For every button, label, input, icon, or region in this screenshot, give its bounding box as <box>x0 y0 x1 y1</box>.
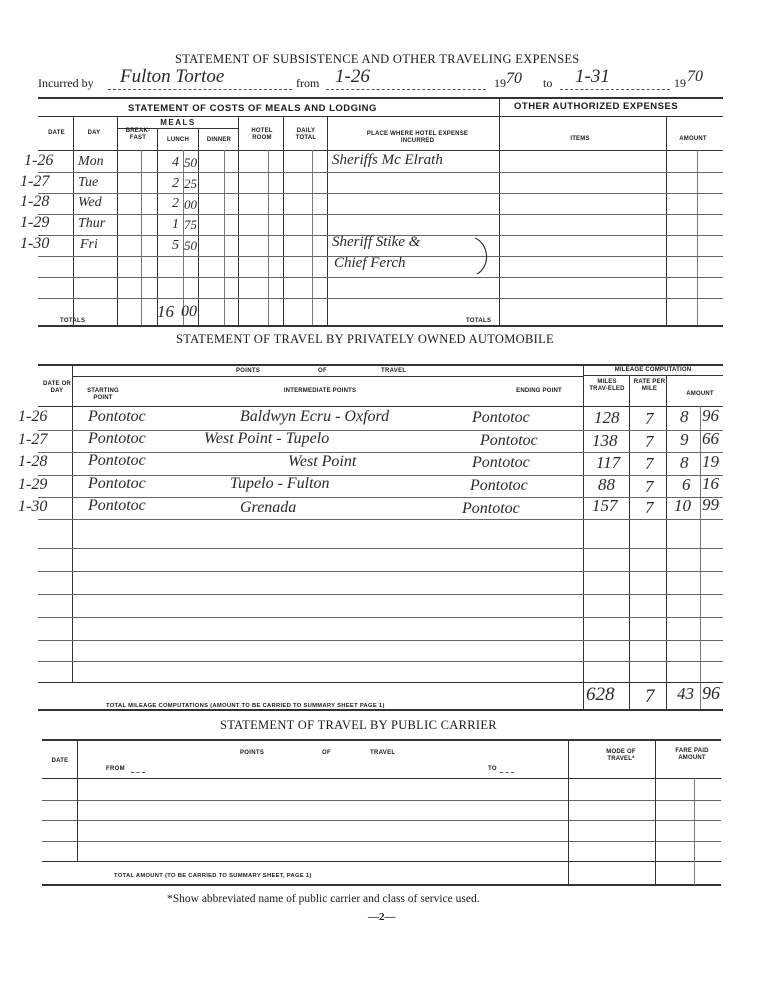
auto-col-start: STARTING POINT <box>87 388 119 401</box>
col-breakfast: BREAK-FAST <box>125 128 151 141</box>
incurred-by-name: Fulton Tortoe <box>120 66 225 87</box>
auto-rate: 7 <box>645 498 654 517</box>
auto-intermediate: Tupelo - Fulton <box>230 475 330 492</box>
auto-col-date: DATE OR DAY <box>43 381 71 394</box>
auto-amt-dollars: 9 <box>680 430 689 449</box>
meal-day: Mon <box>78 154 104 169</box>
auto-rows-bottom <box>38 682 723 683</box>
meal-date: 1-29 <box>20 214 50 231</box>
hotel-place: Sheriff Stike & <box>332 234 421 250</box>
auto-date: 1-27 <box>18 431 48 448</box>
auto-row-rule <box>38 519 723 520</box>
v-items <box>666 116 667 326</box>
carrier-section-title: STATEMENT OF TRAVEL BY PUBLIC CARRIER <box>220 718 497 732</box>
auto-section-title: STATEMENT OF TRAVEL BY PRIVATELY OWNED AUTOMOBILE <box>176 332 554 346</box>
meals-top-border <box>38 97 723 99</box>
auto-miles: 88 <box>598 475 615 494</box>
auto-total-amt-dollars: 43 <box>677 684 694 703</box>
col-day: DAY <box>87 130 101 136</box>
col-place: PLACE WHERE HOTEL EXPENSE INCURRED <box>366 131 469 144</box>
auto-col-end: ENDING POINT <box>516 388 562 394</box>
auto-intermediate: West Point <box>288 453 357 470</box>
meal-date: 1-27 <box>20 173 50 190</box>
auto-top-border <box>38 364 723 366</box>
meals-row-rule <box>38 172 723 173</box>
auto-v-end <box>583 364 584 709</box>
carrier-v-points <box>568 739 569 885</box>
meals-bottom-border <box>38 325 723 327</box>
carrier-points-word: POINTS <box>240 750 265 756</box>
incurred-by-label: Incurred by <box>38 76 94 90</box>
col-lunch: LUNCH <box>167 137 189 143</box>
carrier-row-rule <box>42 820 721 821</box>
lunch-dollars: 1 <box>172 217 179 232</box>
auto-date: 1-30 <box>18 498 48 515</box>
to-year: 70 <box>687 68 703 85</box>
v-hotel <box>283 116 284 326</box>
auto-end: Pontotoc <box>472 409 530 426</box>
auto-row-rule <box>38 617 723 618</box>
carrier-total-label: TOTAL AMOUNT (TO BE CARRIED TO SUMMARY SHEET, PAGE 1) <box>114 873 312 879</box>
carrier-top-border <box>42 739 721 741</box>
auto-total-miles: 628 <box>586 684 615 705</box>
v-dinner <box>238 116 239 326</box>
auto-points-rule <box>73 376 583 377</box>
auto-intermediate: Baldwyn Ecru - Oxford <box>240 408 390 425</box>
lunch-dollars: 4 <box>172 155 179 170</box>
meals-row-rule <box>38 277 723 278</box>
carrier-v-mode <box>655 739 656 885</box>
lunch-dollars: 2 <box>172 196 179 211</box>
to-date: 1-31 <box>575 66 610 87</box>
meals-row-rule <box>38 298 723 299</box>
auto-header-bottom <box>38 406 723 407</box>
from-year: 70 <box>506 70 522 87</box>
auto-amt-cents: 99 <box>702 495 719 514</box>
other-totals-label: TOTALS <box>466 318 492 324</box>
meal-date: 1-28 <box>20 193 50 210</box>
auto-row-rule <box>38 640 723 641</box>
col-hotel: HOTEL ROOM <box>251 128 273 141</box>
auto-total-rate: 7 <box>645 686 655 707</box>
auto-row-rule <box>38 548 723 549</box>
auto-miles: 128 <box>594 408 620 427</box>
carrier-v-fare-c <box>694 778 695 885</box>
page-title: STATEMENT OF SUBSISTENCE AND OTHER TRAVELING EXPENSES <box>175 52 580 66</box>
auto-rate: 7 <box>645 432 654 451</box>
meal-day: Thur <box>78 216 106 231</box>
to-label: to <box>543 76 553 90</box>
lunch-dollars: 5 <box>172 238 179 253</box>
col-amount: AMOUNT <box>679 136 707 142</box>
col-date: DATE <box>48 130 65 136</box>
carrier-v-date <box>77 739 78 861</box>
col-daily: DAILY TOTAL <box>295 128 317 141</box>
carrier-rows-bottom <box>42 861 721 862</box>
from-line <box>326 89 486 90</box>
v-lunch <box>198 128 199 326</box>
auto-start: Pontotoc <box>88 408 146 425</box>
v-bkfst <box>157 128 158 326</box>
auto-amt-cents: 96 <box>702 406 719 425</box>
v-place <box>499 97 500 326</box>
from-date: 1-26 <box>335 66 370 87</box>
auto-rate: 7 <box>645 477 654 496</box>
carrier-col-date: DATE <box>51 758 69 764</box>
auto-miles: 138 <box>592 431 618 450</box>
total-lunch-cents: 00 <box>181 303 197 320</box>
auto-mileage-header: MILEAGE COMPUTATION <box>614 367 692 373</box>
from-year-prefix: 19 <box>494 76 506 90</box>
to-year-prefix: 19 <box>674 76 686 90</box>
lunch-cents: 50 <box>184 155 197 170</box>
auto-start: Pontotoc <box>88 497 146 514</box>
meal-date: 1-30 <box>20 235 50 252</box>
auto-total-label: TOTAL MILEAGE COMPUTATIONS (AMOUNT TO BE CARRIED TO SUMMARY SHEET PAGE 1) <box>106 703 385 709</box>
auto-bottom-border <box>38 709 723 711</box>
auto-end: Pontotoc <box>472 454 530 471</box>
auto-start: Pontotoc <box>88 452 146 469</box>
auto-rate: 7 <box>645 454 654 473</box>
meals-group-header: MEALS <box>160 118 196 127</box>
auto-intermediate: Grenada <box>240 499 297 516</box>
auto-v-date <box>72 364 73 682</box>
auto-amt-dollars: 6 <box>682 475 691 494</box>
auto-start: Pontotoc <box>88 430 146 447</box>
auto-end: Pontotoc <box>462 500 520 517</box>
auto-start: Pontotoc <box>88 475 146 492</box>
carrier-row-rule <box>42 841 721 842</box>
auto-date: 1-29 <box>18 476 48 493</box>
footnote: *Show abbreviated name of public carrier and class of service used. <box>167 893 480 905</box>
lunch-cents: 00 <box>184 197 197 212</box>
auto-date: 1-28 <box>18 453 48 470</box>
lunch-dollars: 2 <box>172 176 179 191</box>
meal-day: Fri <box>80 237 98 252</box>
carrier-col-to: TO <box>488 766 497 772</box>
v-daily <box>327 116 328 326</box>
carrier-from-line <box>131 772 145 773</box>
auto-miles: 157 <box>592 496 618 515</box>
carrier-row-rule <box>42 800 721 801</box>
meal-day: Tue <box>78 175 99 190</box>
meal-day: Wed <box>78 195 102 210</box>
auto-v-miles <box>629 375 630 709</box>
carrier-col-from: FROM <box>106 766 125 772</box>
auto-amt-cents: 16 <box>702 474 719 493</box>
auto-col-miles: MILES TRAV-ELED <box>589 379 625 392</box>
auto-miles: 117 <box>596 453 621 472</box>
auto-col-intermediate: INTERMEDIATE POINTS <box>283 388 357 394</box>
other-expenses-title: OTHER AUTHORIZED EXPENSES <box>514 101 679 112</box>
v-date <box>73 116 74 326</box>
bracket-mark <box>455 236 495 278</box>
col-items: ITEMS <box>570 136 590 142</box>
auto-end: Pontotoc <box>470 477 528 494</box>
carrier-of-word: OF <box>322 750 331 756</box>
auto-points-word: POINTS <box>236 368 261 374</box>
auto-row-rule <box>38 571 723 572</box>
meals-section-header-rule <box>38 116 723 117</box>
carrier-bottom-border <box>42 884 721 886</box>
auto-row-rule <box>38 594 723 595</box>
meals-totals-label: TOTALS <box>60 318 86 324</box>
auto-of-word: OF <box>318 368 327 374</box>
auto-amt-dollars: 10 <box>674 496 691 515</box>
auto-travel-word: TRAVEL <box>381 368 407 374</box>
auto-amt-dollars: 8 <box>680 453 689 472</box>
hotel-place: Sheriffs Mc Elrath <box>332 152 443 168</box>
auto-rate: 7 <box>645 409 654 428</box>
lunch-cents: 25 <box>184 176 197 191</box>
meals-row-rule <box>38 214 723 215</box>
meal-date: 1-26 <box>24 152 54 169</box>
v-day <box>117 116 118 326</box>
carrier-col-fare: FARE PAID AMOUNT <box>675 748 709 761</box>
auto-intermediate: West Point - Tupelo <box>204 430 330 447</box>
auto-col-rate: RATE PER MILE <box>633 379 666 392</box>
page-number: —2— <box>368 911 396 923</box>
carrier-to-line <box>500 772 514 773</box>
auto-amt-cents: 19 <box>702 452 719 471</box>
meals-row-rule <box>38 193 723 194</box>
carrier-col-mode: MODE OF TRAVEL* <box>606 749 636 762</box>
col-dinner: DINNER <box>206 137 232 143</box>
auto-end: Pontotoc <box>480 432 538 449</box>
meals-section-title: STATEMENT OF COSTS OF MEALS AND LODGING <box>128 103 377 114</box>
auto-amt-cents: 66 <box>702 429 719 448</box>
auto-amt-dollars: 8 <box>680 407 689 426</box>
auto-mileage-rule <box>584 375 723 376</box>
auto-col-amount: AMOUNT <box>686 391 714 397</box>
from-label: from <box>296 76 320 90</box>
lunch-cents: 50 <box>184 238 197 253</box>
auto-total-amt-cents: 96 <box>702 683 720 703</box>
name-line <box>108 89 292 90</box>
carrier-header-bottom <box>42 778 721 779</box>
to-line <box>560 89 670 90</box>
auto-row-rule <box>38 661 723 662</box>
lunch-cents: 75 <box>184 217 197 232</box>
total-lunch-dollars: 16 <box>157 302 174 321</box>
carrier-travel-word: TRAVEL <box>370 750 396 756</box>
auto-date: 1-26 <box>18 408 48 425</box>
hotel-place: Chief Ferch <box>334 255 406 271</box>
auto-v-rate <box>666 375 667 709</box>
